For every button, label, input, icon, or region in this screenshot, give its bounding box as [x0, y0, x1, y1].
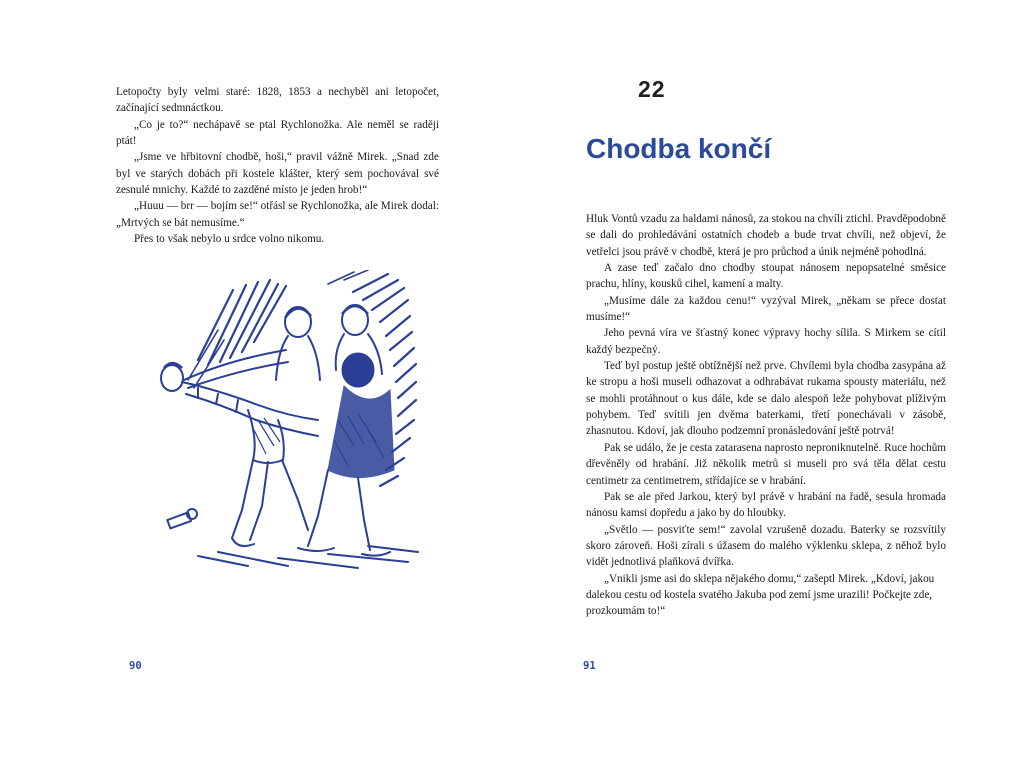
left-page-text [116, 84, 439, 247]
paragraph: „Jsme ve hřbitovní chodbě, hoši,“ pravil vážně Mirek. „Snad zde byl ve starých dobách při kostele klášter, který sem pochovával své zesnulé mnichy. Každé to zazděné místo je jeden hrob!“ [116, 151, 439, 197]
paragraph: Pak se ale před Jarkou, který byl právě v hrabání na řadě, sesula hromada nánosu kamsi dopředu a jako by do hloubky. [586, 490, 946, 520]
paragraph: A zase teď začalo dno chodby stoupat nánosem nepopsatelné směsice prachu, hlíny, kousků cihel, kamení a malty. [586, 262, 946, 291]
chapter-title: Chodba končí [586, 133, 772, 164]
paragraph: „Co je to?“ nechápavě se ptal Rychlonožka. Ale neměl se raději ptát! [116, 118, 439, 148]
paragraph: „Vnikli jsme asi do sklepa nějakého domu,“ zašeptl Mirek. „Kdoví, jakou dalekou cestu od kostela svatého Jakuba pod zemí jsme urazili! Počkejte zde, prozkoumám to!“ [586, 572, 935, 618]
paragraph: Teď byl postup ještě obtížnější než prve. Chvílemi byla chodba zasypána až ke stropu a hoši museli odhazovat a odhrabávat rukama spousty materiálu, než se mohli protáhnout o kus dále, kde se dalo alespoň leže pohybovat plíživým pohybem. Teď svítili jen dvěma baterkami, třetí ponechávali v zásobě, zhasnutou. Kdoví, jak dlouho podzemní pronásledování ještě potrvá! [586, 360, 946, 438]
paragraph: „Světlo — posviťte sem!“ zavolal vzrušeně dozadu. Baterky se rozsvítily skoro zároveň. Hoši zírali s úžasem do malého výklenku sklepa, z něhož bylo vidět jednotlivá plaňková dvířka. [586, 523, 946, 569]
paragraph: Pak se událo, že je cesta zatarasena naprosto neproniknutelně. Ruce hochům dřevěněly od hrabání. Již několik metrů si museli pro svá těla dělat cestu centimetr za centimetrem, střídajíce se v hrabání. [586, 441, 946, 487]
page-number: 90 [129, 660, 142, 672]
paragraph: Jeho pevná víra ve šťastný konec výpravy hochy sílila. S Mirkem se cítil každý bezpečný. [586, 327, 946, 356]
paragraph: „Huuu — brr — bojím se!“ otřásl se Rychlonožka, ale Mirek dodal: „Mrtvých se bát nemusíme.“ [116, 200, 439, 229]
paragraph: „Musíme dále za každou cenu!“ vyzýval Mirek, „někam se přece dostat musíme!“ [586, 294, 946, 324]
page-number: 91 [583, 660, 596, 672]
paragraph: Přes to však nebylo u srdce volno nikomu. [134, 233, 325, 246]
right-page-text [586, 211, 946, 620]
paragraph: Letopočty byly velmi staré: 1828, 1853 a nechyběl ani letopočet, začínající sedmnáctkou. [116, 86, 439, 115]
ink-illustration-boys-in-tunnel [158, 270, 428, 575]
chapter-number: 22 [638, 76, 666, 102]
paragraph: Hluk Vontů vzadu za haldami nánosů, za stokou na chvíli ztichl. Pravděpodobně se dali do prohledávání ostatních chodeb a bude trvat chvíli, než objeví, že vetřelci jsou právě v chodbě, která je pro průchod a únik nejméně pohodlná. [586, 213, 946, 258]
